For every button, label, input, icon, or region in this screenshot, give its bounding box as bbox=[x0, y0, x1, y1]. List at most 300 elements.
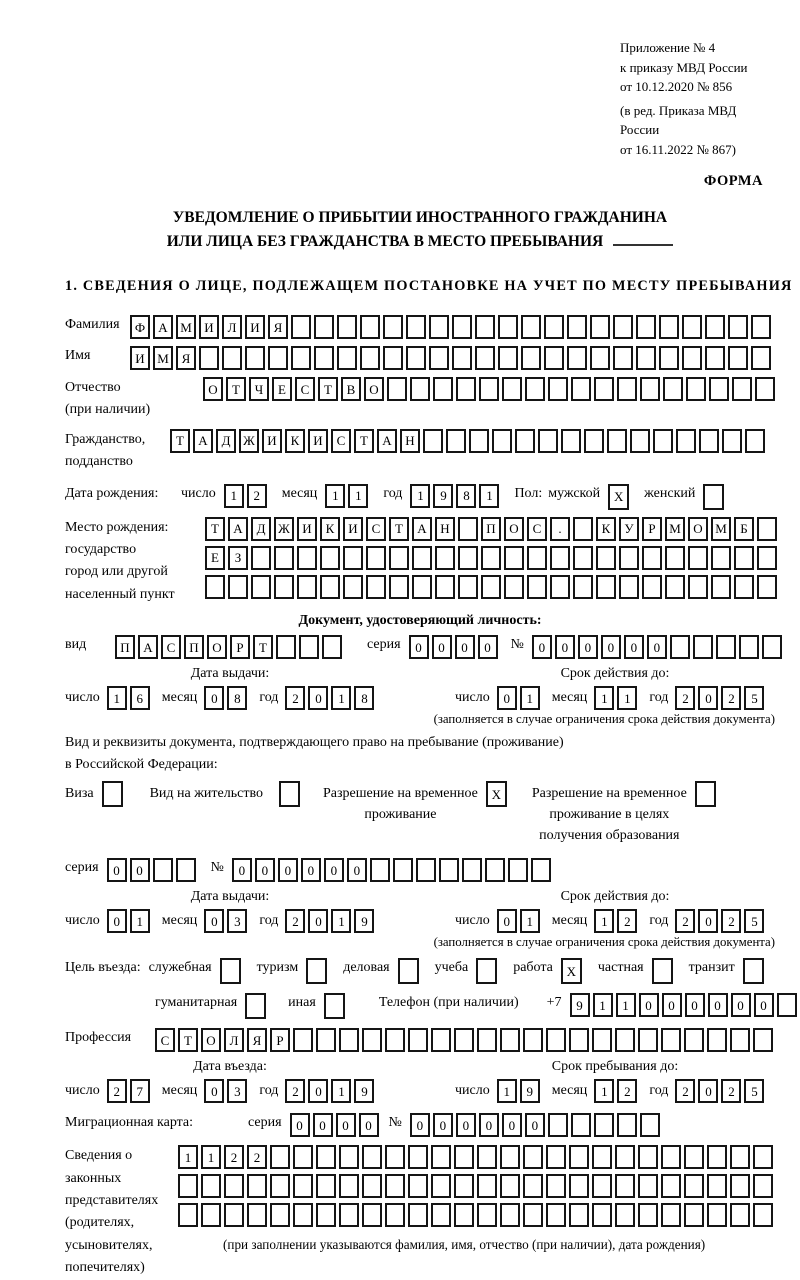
char-box[interactable] bbox=[630, 429, 650, 453]
char-box[interactable] bbox=[638, 1145, 658, 1169]
char-box[interactable] bbox=[408, 1145, 428, 1169]
char-box[interactable] bbox=[385, 1145, 405, 1169]
char-box[interactable] bbox=[385, 1174, 405, 1198]
char-box[interactable] bbox=[389, 575, 409, 599]
char-box[interactable]: В bbox=[341, 377, 361, 401]
char-box[interactable]: 1 bbox=[594, 686, 614, 710]
char-box[interactable]: 0 bbox=[456, 1113, 476, 1137]
char-box[interactable]: 1 bbox=[520, 909, 540, 933]
char-box[interactable]: 2 bbox=[675, 686, 695, 710]
char-box[interactable]: 1 bbox=[107, 686, 127, 710]
char-box[interactable]: 0 bbox=[324, 858, 344, 882]
char-box[interactable]: 2 bbox=[247, 1145, 267, 1169]
char-box[interactable] bbox=[276, 635, 296, 659]
char-box[interactable] bbox=[640, 377, 660, 401]
char-box[interactable] bbox=[732, 377, 752, 401]
char-box[interactable]: 7 bbox=[130, 1079, 150, 1103]
char-box[interactable]: 0 bbox=[130, 858, 150, 882]
char-box[interactable] bbox=[502, 377, 522, 401]
char-box[interactable] bbox=[431, 1174, 451, 1198]
char-box[interactable] bbox=[693, 635, 713, 659]
char-box[interactable]: Ж bbox=[239, 429, 259, 453]
char-box[interactable]: О bbox=[207, 635, 227, 659]
char-box[interactable]: 9 bbox=[520, 1079, 540, 1103]
char-box[interactable]: 1 bbox=[178, 1145, 198, 1169]
char-box[interactable]: 2 bbox=[721, 686, 741, 710]
char-box[interactable]: Ж bbox=[274, 517, 294, 541]
char-box[interactable] bbox=[665, 575, 685, 599]
char-box[interactable] bbox=[688, 575, 708, 599]
char-box[interactable] bbox=[640, 1113, 660, 1137]
char-box[interactable] bbox=[661, 1145, 681, 1169]
char-box[interactable]: А bbox=[138, 635, 158, 659]
char-box[interactable]: 0 bbox=[107, 858, 127, 882]
char-box[interactable] bbox=[408, 1203, 428, 1227]
char-box[interactable]: 0 bbox=[410, 1113, 430, 1137]
char-box[interactable] bbox=[475, 315, 495, 339]
char-box[interactable] bbox=[410, 377, 430, 401]
char-box[interactable] bbox=[454, 1028, 474, 1052]
char-box[interactable] bbox=[297, 575, 317, 599]
char-box[interactable] bbox=[730, 1203, 750, 1227]
char-box[interactable] bbox=[521, 346, 541, 370]
char-box[interactable] bbox=[387, 377, 407, 401]
char-box[interactable] bbox=[613, 315, 633, 339]
char-box[interactable] bbox=[408, 1174, 428, 1198]
char-box[interactable] bbox=[684, 1203, 704, 1227]
char-box[interactable] bbox=[469, 429, 489, 453]
char-box[interactable] bbox=[523, 1203, 543, 1227]
char-box[interactable]: 0 bbox=[433, 1113, 453, 1137]
char-box[interactable] bbox=[452, 346, 472, 370]
char-box[interactable] bbox=[523, 1145, 543, 1169]
char-box[interactable] bbox=[592, 1174, 612, 1198]
char-box[interactable] bbox=[684, 1028, 704, 1052]
char-box[interactable] bbox=[755, 377, 775, 401]
char-box[interactable] bbox=[500, 1145, 520, 1169]
char-box[interactable] bbox=[642, 546, 662, 570]
char-box[interactable]: А bbox=[412, 517, 432, 541]
char-box[interactable]: 0 bbox=[624, 635, 644, 659]
char-box[interactable] bbox=[279, 781, 300, 807]
char-box[interactable]: 3 bbox=[227, 909, 247, 933]
char-box[interactable] bbox=[613, 346, 633, 370]
char-box[interactable]: Д bbox=[216, 429, 236, 453]
char-box[interactable]: И bbox=[343, 517, 363, 541]
char-box[interactable]: 1 bbox=[348, 484, 368, 508]
char-box[interactable] bbox=[751, 315, 771, 339]
char-box[interactable]: Л bbox=[224, 1028, 244, 1052]
char-box[interactable]: 0 bbox=[301, 858, 321, 882]
char-box[interactable] bbox=[661, 1174, 681, 1198]
char-box[interactable] bbox=[550, 546, 570, 570]
char-box[interactable]: 0 bbox=[698, 1079, 718, 1103]
char-box[interactable]: О bbox=[504, 517, 524, 541]
char-box[interactable] bbox=[525, 377, 545, 401]
char-box[interactable] bbox=[515, 429, 535, 453]
char-box[interactable] bbox=[293, 1028, 313, 1052]
char-box[interactable]: 8 bbox=[354, 686, 374, 710]
char-box[interactable] bbox=[753, 1145, 773, 1169]
char-box[interactable] bbox=[546, 1145, 566, 1169]
char-box[interactable] bbox=[676, 429, 696, 453]
char-box[interactable]: А bbox=[228, 517, 248, 541]
char-box[interactable] bbox=[615, 1174, 635, 1198]
char-box[interactable] bbox=[176, 858, 196, 882]
char-box[interactable] bbox=[153, 858, 173, 882]
char-box[interactable]: 2 bbox=[224, 1145, 244, 1169]
char-box[interactable]: О bbox=[364, 377, 384, 401]
char-box[interactable]: Н bbox=[435, 517, 455, 541]
char-box[interactable] bbox=[523, 1028, 543, 1052]
char-box[interactable] bbox=[398, 958, 419, 984]
char-box[interactable]: Е bbox=[205, 546, 225, 570]
char-box[interactable] bbox=[594, 377, 614, 401]
char-box[interactable] bbox=[590, 346, 610, 370]
char-box[interactable] bbox=[224, 1174, 244, 1198]
char-box[interactable]: 1 bbox=[594, 909, 614, 933]
char-box[interactable]: К bbox=[596, 517, 616, 541]
char-box[interactable] bbox=[431, 1028, 451, 1052]
char-box[interactable] bbox=[711, 575, 731, 599]
char-box[interactable] bbox=[548, 377, 568, 401]
char-box[interactable]: 0 bbox=[204, 1079, 224, 1103]
char-box[interactable] bbox=[592, 1203, 612, 1227]
char-box[interactable]: 3 bbox=[227, 1079, 247, 1103]
char-box[interactable]: И bbox=[130, 346, 150, 370]
char-box[interactable] bbox=[550, 575, 570, 599]
char-box[interactable] bbox=[707, 1145, 727, 1169]
char-box[interactable] bbox=[573, 546, 593, 570]
char-box[interactable] bbox=[360, 315, 380, 339]
char-box[interactable]: Д bbox=[251, 517, 271, 541]
char-box[interactable] bbox=[245, 346, 265, 370]
char-box[interactable] bbox=[270, 1174, 290, 1198]
char-box[interactable]: 6 bbox=[130, 686, 150, 710]
char-box[interactable]: 5 bbox=[744, 909, 764, 933]
char-box[interactable] bbox=[707, 1174, 727, 1198]
char-box[interactable] bbox=[454, 1145, 474, 1169]
char-box[interactable] bbox=[220, 958, 241, 984]
char-box[interactable] bbox=[638, 1174, 658, 1198]
char-box[interactable] bbox=[757, 517, 777, 541]
char-box[interactable]: 1 bbox=[331, 909, 351, 933]
char-box[interactable] bbox=[699, 429, 719, 453]
char-box[interactable]: 1 bbox=[201, 1145, 221, 1169]
char-box[interactable]: X bbox=[608, 484, 629, 510]
char-box[interactable]: Я bbox=[247, 1028, 267, 1052]
char-box[interactable] bbox=[492, 429, 512, 453]
char-box[interactable]: И bbox=[297, 517, 317, 541]
char-box[interactable] bbox=[573, 517, 593, 541]
char-box[interactable]: И bbox=[308, 429, 328, 453]
char-box[interactable] bbox=[607, 429, 627, 453]
char-box[interactable] bbox=[339, 1028, 359, 1052]
char-box[interactable] bbox=[584, 429, 604, 453]
char-box[interactable] bbox=[544, 315, 564, 339]
char-box[interactable] bbox=[293, 1174, 313, 1198]
char-box[interactable] bbox=[270, 1203, 290, 1227]
char-box[interactable] bbox=[408, 1028, 428, 1052]
char-box[interactable]: X bbox=[486, 781, 507, 807]
char-box[interactable] bbox=[370, 858, 390, 882]
char-box[interactable] bbox=[743, 958, 764, 984]
char-box[interactable] bbox=[476, 958, 497, 984]
char-box[interactable] bbox=[659, 315, 679, 339]
char-box[interactable] bbox=[569, 1203, 589, 1227]
char-box[interactable]: 2 bbox=[721, 909, 741, 933]
char-box[interactable] bbox=[316, 1174, 336, 1198]
char-box[interactable]: И bbox=[262, 429, 282, 453]
char-box[interactable] bbox=[569, 1028, 589, 1052]
char-box[interactable] bbox=[431, 1203, 451, 1227]
char-box[interactable]: 2 bbox=[247, 484, 267, 508]
char-box[interactable]: 0 bbox=[502, 1113, 522, 1137]
char-box[interactable] bbox=[569, 1145, 589, 1169]
char-box[interactable] bbox=[431, 1145, 451, 1169]
char-box[interactable]: 0 bbox=[731, 993, 751, 1017]
char-box[interactable] bbox=[753, 1203, 773, 1227]
char-box[interactable] bbox=[682, 346, 702, 370]
char-box[interactable]: З bbox=[228, 546, 248, 570]
char-box[interactable]: 0 bbox=[479, 1113, 499, 1137]
char-box[interactable]: 0 bbox=[497, 909, 517, 933]
char-box[interactable] bbox=[730, 1145, 750, 1169]
char-box[interactable] bbox=[652, 958, 673, 984]
char-box[interactable] bbox=[224, 1203, 244, 1227]
char-box[interactable] bbox=[684, 1145, 704, 1169]
char-box[interactable] bbox=[366, 546, 386, 570]
char-box[interactable] bbox=[412, 575, 432, 599]
char-box[interactable]: Т bbox=[389, 517, 409, 541]
char-box[interactable] bbox=[777, 993, 797, 1017]
char-box[interactable]: 2 bbox=[721, 1079, 741, 1103]
char-box[interactable]: И bbox=[245, 315, 265, 339]
char-box[interactable]: 2 bbox=[285, 686, 305, 710]
char-box[interactable]: 0 bbox=[647, 635, 667, 659]
char-box[interactable]: 2 bbox=[617, 909, 637, 933]
char-box[interactable]: 0 bbox=[601, 635, 621, 659]
char-box[interactable] bbox=[274, 575, 294, 599]
char-box[interactable] bbox=[546, 1174, 566, 1198]
char-box[interactable] bbox=[670, 635, 690, 659]
char-box[interactable] bbox=[452, 315, 472, 339]
char-box[interactable] bbox=[389, 546, 409, 570]
char-box[interactable] bbox=[734, 546, 754, 570]
char-box[interactable] bbox=[661, 1203, 681, 1227]
char-box[interactable] bbox=[707, 1028, 727, 1052]
char-box[interactable] bbox=[479, 377, 499, 401]
char-box[interactable]: 1 bbox=[594, 1079, 614, 1103]
char-box[interactable] bbox=[316, 1028, 336, 1052]
char-box[interactable] bbox=[757, 546, 777, 570]
char-box[interactable] bbox=[433, 377, 453, 401]
char-box[interactable] bbox=[362, 1203, 382, 1227]
char-box[interactable]: М bbox=[176, 315, 196, 339]
char-box[interactable] bbox=[527, 575, 547, 599]
char-box[interactable] bbox=[458, 575, 478, 599]
char-box[interactable]: 1 bbox=[479, 484, 499, 508]
char-box[interactable] bbox=[508, 858, 528, 882]
char-box[interactable]: 1 bbox=[130, 909, 150, 933]
char-box[interactable]: 0 bbox=[347, 858, 367, 882]
char-box[interactable] bbox=[722, 429, 742, 453]
char-box[interactable] bbox=[306, 958, 327, 984]
char-box[interactable] bbox=[314, 315, 334, 339]
char-box[interactable] bbox=[636, 315, 656, 339]
char-box[interactable] bbox=[661, 1028, 681, 1052]
char-box[interactable]: 0 bbox=[308, 909, 328, 933]
char-box[interactable]: 5 bbox=[744, 686, 764, 710]
char-box[interactable] bbox=[561, 429, 581, 453]
char-box[interactable] bbox=[638, 1028, 658, 1052]
char-box[interactable] bbox=[481, 546, 501, 570]
char-box[interactable]: 1 bbox=[410, 484, 430, 508]
char-box[interactable]: 0 bbox=[308, 1079, 328, 1103]
char-box[interactable] bbox=[546, 1203, 566, 1227]
char-box[interactable] bbox=[222, 346, 242, 370]
char-box[interactable] bbox=[594, 1113, 614, 1137]
char-box[interactable] bbox=[523, 1174, 543, 1198]
char-box[interactable]: 2 bbox=[285, 1079, 305, 1103]
char-box[interactable]: Т bbox=[253, 635, 273, 659]
char-box[interactable] bbox=[454, 1203, 474, 1227]
char-box[interactable]: 0 bbox=[532, 635, 552, 659]
char-box[interactable] bbox=[739, 635, 759, 659]
char-box[interactable] bbox=[435, 575, 455, 599]
char-box[interactable] bbox=[446, 429, 466, 453]
char-box[interactable] bbox=[659, 346, 679, 370]
char-box[interactable] bbox=[251, 575, 271, 599]
char-box[interactable]: П bbox=[115, 635, 135, 659]
char-box[interactable]: Т bbox=[178, 1028, 198, 1052]
char-box[interactable] bbox=[684, 1174, 704, 1198]
char-box[interactable]: А bbox=[193, 429, 213, 453]
char-box[interactable] bbox=[228, 575, 248, 599]
char-box[interactable] bbox=[322, 635, 342, 659]
char-box[interactable]: 0 bbox=[698, 909, 718, 933]
char-box[interactable] bbox=[458, 517, 478, 541]
char-box[interactable] bbox=[270, 1145, 290, 1169]
char-box[interactable] bbox=[406, 315, 426, 339]
char-box[interactable]: 0 bbox=[278, 858, 298, 882]
char-box[interactable] bbox=[695, 781, 716, 807]
char-box[interactable] bbox=[362, 1028, 382, 1052]
char-box[interactable]: К bbox=[320, 517, 340, 541]
char-box[interactable] bbox=[416, 858, 436, 882]
char-box[interactable] bbox=[500, 1174, 520, 1198]
char-box[interactable] bbox=[439, 858, 459, 882]
char-box[interactable] bbox=[527, 546, 547, 570]
char-box[interactable]: М bbox=[711, 517, 731, 541]
char-box[interactable] bbox=[521, 315, 541, 339]
char-box[interactable] bbox=[762, 635, 782, 659]
char-box[interactable] bbox=[531, 858, 551, 882]
char-box[interactable]: 0 bbox=[455, 635, 475, 659]
char-box[interactable] bbox=[201, 1203, 221, 1227]
char-box[interactable] bbox=[688, 546, 708, 570]
char-box[interactable]: Р bbox=[270, 1028, 290, 1052]
char-box[interactable]: 0 bbox=[204, 686, 224, 710]
char-box[interactable] bbox=[475, 346, 495, 370]
char-box[interactable]: 8 bbox=[456, 484, 476, 508]
char-box[interactable]: И bbox=[199, 315, 219, 339]
char-box[interactable]: 0 bbox=[525, 1113, 545, 1137]
char-box[interactable] bbox=[324, 993, 345, 1019]
char-box[interactable]: К bbox=[285, 429, 305, 453]
char-box[interactable] bbox=[456, 377, 476, 401]
char-box[interactable] bbox=[178, 1203, 198, 1227]
char-box[interactable]: 0 bbox=[313, 1113, 333, 1137]
char-box[interactable] bbox=[320, 546, 340, 570]
char-box[interactable]: 0 bbox=[497, 686, 517, 710]
char-box[interactable] bbox=[339, 1174, 359, 1198]
char-box[interactable] bbox=[619, 575, 639, 599]
char-box[interactable]: 0 bbox=[255, 858, 275, 882]
char-box[interactable] bbox=[316, 1203, 336, 1227]
char-box[interactable] bbox=[619, 546, 639, 570]
char-box[interactable]: 0 bbox=[754, 993, 774, 1017]
char-box[interactable] bbox=[251, 546, 271, 570]
char-box[interactable]: 9 bbox=[570, 993, 590, 1017]
char-box[interactable]: Я bbox=[268, 315, 288, 339]
char-box[interactable]: 0 bbox=[432, 635, 452, 659]
char-box[interactable] bbox=[291, 346, 311, 370]
char-box[interactable]: 1 bbox=[497, 1079, 517, 1103]
char-box[interactable] bbox=[653, 429, 673, 453]
char-box[interactable] bbox=[728, 315, 748, 339]
char-box[interactable] bbox=[343, 546, 363, 570]
char-box[interactable] bbox=[596, 546, 616, 570]
char-box[interactable]: С bbox=[527, 517, 547, 541]
char-box[interactable]: 0 bbox=[639, 993, 659, 1017]
char-box[interactable]: 9 bbox=[354, 1079, 374, 1103]
char-box[interactable]: 0 bbox=[308, 686, 328, 710]
char-box[interactable] bbox=[412, 546, 432, 570]
char-box[interactable] bbox=[617, 377, 637, 401]
char-box[interactable]: 0 bbox=[478, 635, 498, 659]
char-box[interactable] bbox=[454, 1174, 474, 1198]
char-box[interactable] bbox=[247, 1174, 267, 1198]
char-box[interactable] bbox=[753, 1174, 773, 1198]
char-box[interactable] bbox=[337, 315, 357, 339]
char-box[interactable] bbox=[362, 1174, 382, 1198]
char-box[interactable]: М bbox=[665, 517, 685, 541]
char-box[interactable]: С bbox=[161, 635, 181, 659]
char-box[interactable] bbox=[571, 1113, 591, 1137]
char-box[interactable] bbox=[716, 635, 736, 659]
char-box[interactable] bbox=[617, 1113, 637, 1137]
char-box[interactable] bbox=[205, 575, 225, 599]
char-box[interactable] bbox=[199, 346, 219, 370]
char-box[interactable] bbox=[314, 346, 334, 370]
char-box[interactable] bbox=[435, 546, 455, 570]
char-box[interactable] bbox=[590, 315, 610, 339]
char-box[interactable] bbox=[178, 1174, 198, 1198]
char-box[interactable]: О bbox=[203, 377, 223, 401]
char-box[interactable]: Р bbox=[642, 517, 662, 541]
char-box[interactable]: У bbox=[619, 517, 639, 541]
char-box[interactable] bbox=[102, 781, 123, 807]
char-box[interactable] bbox=[504, 575, 524, 599]
char-box[interactable] bbox=[297, 546, 317, 570]
char-box[interactable]: С bbox=[366, 517, 386, 541]
char-box[interactable] bbox=[320, 575, 340, 599]
char-box[interactable]: 0 bbox=[290, 1113, 310, 1137]
char-box[interactable]: 0 bbox=[662, 993, 682, 1017]
char-box[interactable]: 0 bbox=[336, 1113, 356, 1137]
char-box[interactable]: Т bbox=[354, 429, 374, 453]
